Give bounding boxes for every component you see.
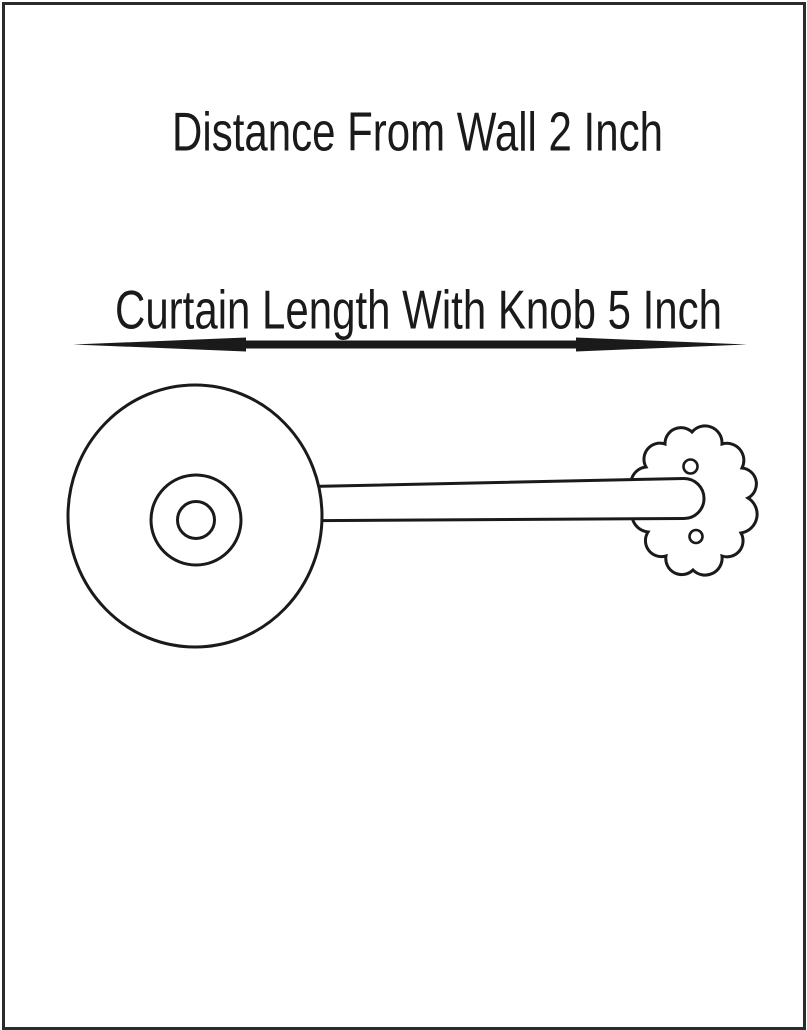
screw-hole-top	[684, 460, 698, 474]
arrow-left-head-icon	[73, 338, 246, 352]
measurement-arrow	[73, 338, 747, 352]
arrow-right-head-icon	[576, 338, 747, 352]
arrow-bar	[244, 341, 578, 349]
curtain-length-label: Curtain Length With Knob 5 Inch	[114, 279, 723, 341]
distance-from-wall-label: Distance From Wall 2 Inch	[172, 101, 663, 163]
knob-stem	[298, 479, 704, 521]
screw-hole-bottom	[690, 530, 703, 543]
knob-face-center	[178, 502, 215, 539]
